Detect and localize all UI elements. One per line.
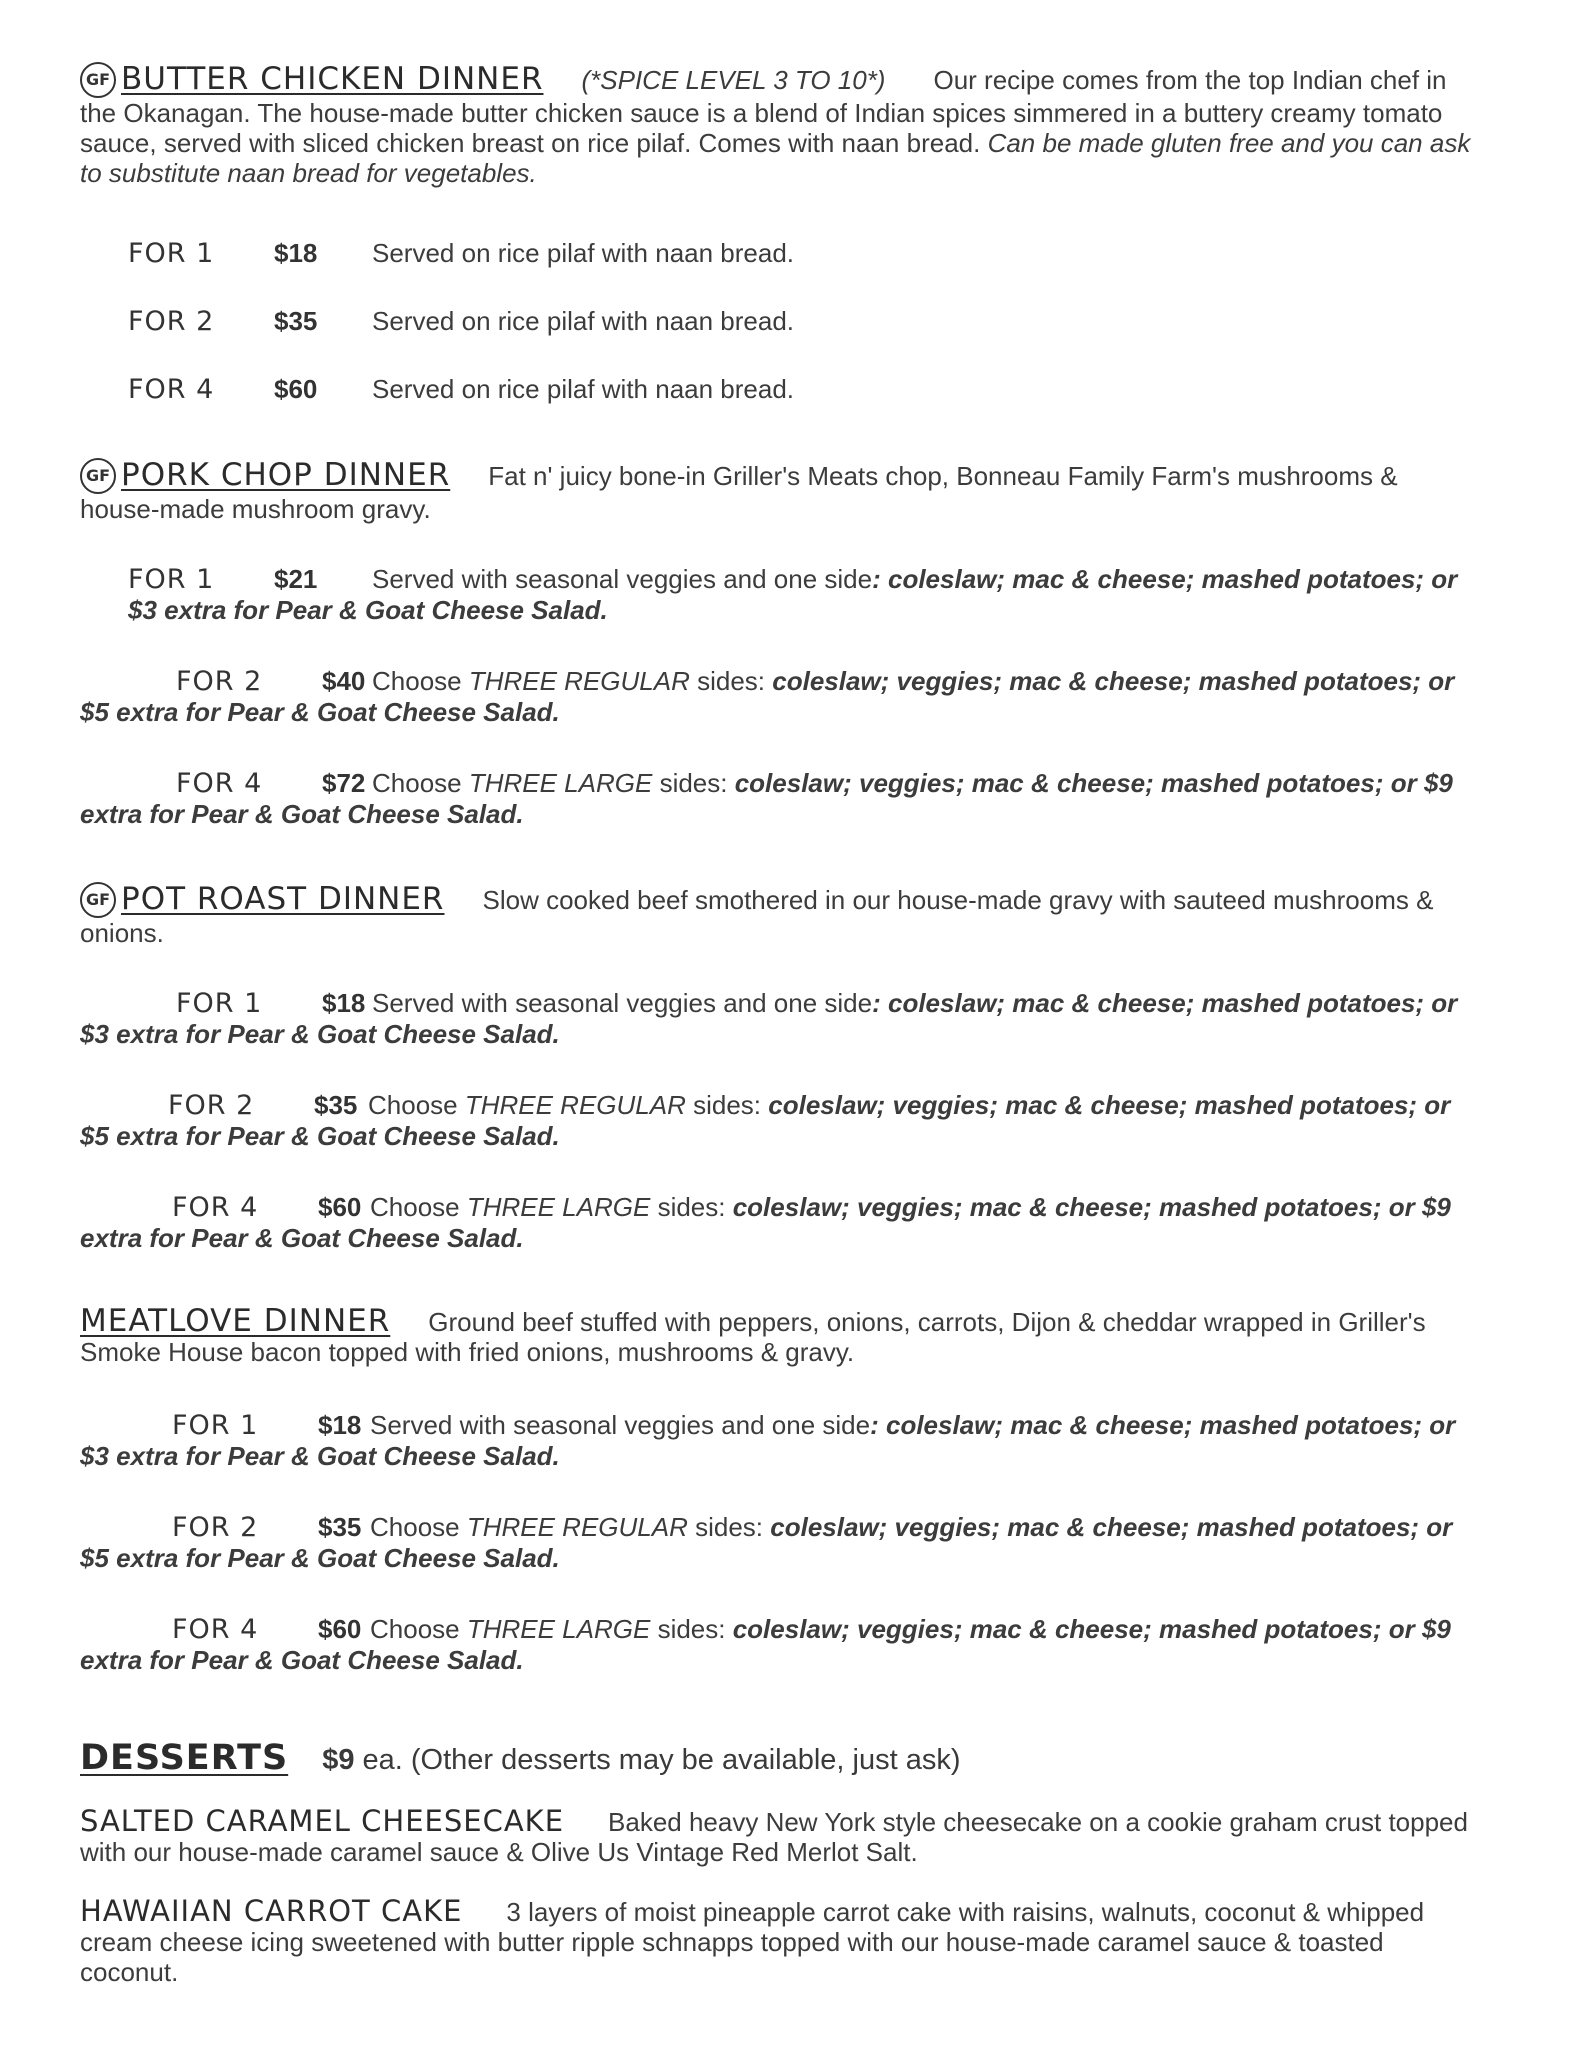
portion-sides: coleslaw; veggies; mac & cheese; mashed potatoes; or $9 extra for Pear & Goat Cheese Salad. (80, 1192, 1451, 1253)
dessert-note: ea. (Other desserts may be available, just ask) (354, 1744, 961, 1776)
dessert-price: $9 (322, 1744, 355, 1776)
portion-size-note: THREE LARGE (466, 1192, 651, 1222)
portion-text: Choose (368, 1090, 465, 1120)
portion-size-note: THREE LARGE (466, 1614, 651, 1644)
portion-sides-intro: sides: (687, 1512, 771, 1542)
pot-roast-title: POT ROAST DINNER (121, 881, 445, 917)
portion-price: $60 (274, 374, 318, 404)
portion-price: $72 (322, 768, 366, 798)
portion-label: FOR 1 (128, 238, 215, 269)
pot-roast-option-1 (80, 988, 1480, 1049)
meatlove-section (80, 1303, 1480, 1367)
portion-sides-intro: sides: (652, 768, 735, 798)
portion-price: $60 (318, 1192, 362, 1222)
portion-sides: coleslaw; veggies; mac & cheese; mashed potatoes; or $5 extra for Pear & Goat Cheese Salad. (80, 666, 1455, 727)
portion-size-note: THREE REGULAR (464, 1090, 686, 1120)
portion-label: FOR 2 (176, 666, 263, 697)
portion-size-note: THREE LARGE (468, 768, 653, 798)
pot-roast-option-2 (80, 1090, 1480, 1151)
portion-price: $18 (322, 988, 366, 1018)
portion-text: Served on rice pilaf with naan bread. (372, 374, 795, 404)
portion-price: $60 (318, 1614, 362, 1644)
portion-sides-intro: sides: (685, 1090, 769, 1120)
meatlove-option-4 (80, 1614, 1480, 1675)
meatlove-title: MEATLOVE DINNER (80, 1303, 391, 1339)
meatlove-option-2 (80, 1512, 1480, 1573)
portion-price: $18 (274, 238, 318, 268)
portion-price: $21 (274, 564, 318, 594)
pork-chop-section (80, 458, 1480, 524)
gluten-free-icon: GF (80, 62, 116, 98)
gluten-free-icon: GF (80, 882, 116, 918)
desserts-title: DESSERTS (80, 1738, 289, 1778)
portion-label: FOR 1 (176, 988, 263, 1019)
dessert-name: HAWAIIAN CARROT CAKE (80, 1894, 463, 1928)
butter-chicken-option-1 (128, 238, 1528, 269)
portion-text: Served with seasonal veggies and one side (372, 564, 873, 594)
pork-chop-option-4 (80, 768, 1480, 829)
portion-price: $18 (318, 1410, 362, 1440)
portion-text: Choose (370, 1192, 467, 1222)
butter-chicken-section (80, 62, 1480, 188)
portion-label: FOR 4 (172, 1614, 259, 1645)
desserts-header (80, 1738, 1480, 1778)
portion-sides: coleslaw; veggies; mac & cheese; mashed potatoes; or $9 extra for Pear & Goat Cheese Salad. (80, 768, 1453, 829)
portion-label: FOR 2 (168, 1090, 255, 1121)
meatlove-option-1 (80, 1410, 1480, 1471)
pot-roast-description: Slow cooked beef smothered in our house-made gravy with sauteed mushrooms & onions. (80, 885, 1434, 948)
portion-sides: : coleslaw; mac & cheese; mashed potatoes; or $3 extra for Pear & Goat Cheese Salad. (128, 564, 1458, 625)
portion-price: $40 (322, 666, 366, 696)
dessert-description: 3 layers of moist pineapple carrot cake with raisins, walnuts, coconut & whipped cream cheese icing sweetened with butter ripple schnapps topped with our house-made caramel sauce & toasted coconut. (80, 1897, 1425, 1987)
pork-chop-option-2 (80, 666, 1480, 727)
portion-label: FOR 4 (128, 374, 215, 405)
portion-size-note: THREE REGULAR (466, 1512, 688, 1542)
portion-sides-intro: sides: (650, 1614, 733, 1644)
pork-chop-option-1 (128, 564, 1480, 625)
portion-label: FOR 4 (172, 1192, 259, 1223)
portion-sides: coleslaw; veggies; mac & cheese; mashed potatoes; or $5 extra for Pear & Goat Cheese Salad. (80, 1090, 1451, 1151)
pot-roast-section (80, 882, 1480, 948)
pot-roast-option-4 (80, 1192, 1480, 1253)
dessert-name: SALTED CARAMEL CHEESECAKE (80, 1804, 565, 1838)
pork-chop-title: PORK CHOP DINNER (121, 457, 451, 493)
dessert-description: Baked heavy New York style cheesecake on a cookie graham crust topped with our house-made caramel sauce & Olive Us Vintage Red Merlot Salt. (80, 1807, 1468, 1867)
portion-label: FOR 2 (128, 306, 215, 337)
butter-chicken-gluten-note: Can be made gluten free and you can ask to substitute naan bread for vegetables. (80, 128, 1471, 188)
portion-text: Choose (372, 666, 469, 696)
portion-sides: coleslaw; veggies; mac & cheese; mashed potatoes; or $9 extra for Pear & Goat Cheese Salad. (80, 1614, 1451, 1675)
portion-text: Choose (372, 768, 469, 798)
portion-text: Served with seasonal veggies and one side (370, 1410, 871, 1440)
portion-text: Served with seasonal veggies and one side (372, 988, 873, 1018)
portion-price: $35 (314, 1090, 358, 1120)
portion-price: $35 (318, 1512, 362, 1542)
portion-sides-intro: sides: (650, 1192, 733, 1222)
portion-label: FOR 1 (172, 1410, 259, 1441)
butter-chicken-description: Our recipe comes from the top Indian chef in the Okanagan. The house-made butter chicken sauce is a blend of Indian spices simmered in a buttery creamy tomato sauce, served with sliced chicken breast on rice pilaf. Comes with naan bread. (80, 65, 1447, 158)
portion-text: Choose (370, 1614, 467, 1644)
spice-level-note: (*SPICE LEVEL 3 TO 10*) (581, 65, 886, 95)
portion-size-note: THREE REGULAR (468, 666, 690, 696)
dessert-item (80, 1896, 1480, 1987)
pork-chop-description: Fat n' juicy bone-in Griller's Meats chop, Bonneau Family Farm's mushrooms & house-made mushroom gravy. (80, 461, 1398, 524)
portion-text: Served on rice pilaf with naan bread. (372, 238, 795, 268)
portion-label: FOR 4 (176, 768, 263, 799)
portion-label: FOR 2 (172, 1512, 259, 1543)
portion-sides: : coleslaw; mac & cheese; mashed potatoes; or $3 extra for Pear & Goat Cheese Salad. (80, 988, 1458, 1049)
portion-label: FOR 1 (128, 564, 215, 595)
meatlove-description: Ground beef stuffed with peppers, onions, carrots, Dijon & cheddar wrapped in Griller's Smoke House bacon topped with fried onions, mushrooms & gravy. (80, 1307, 1426, 1367)
portion-sides-intro: sides: (689, 666, 773, 696)
butter-chicken-option-4 (128, 374, 1528, 405)
portion-text: Choose (370, 1512, 467, 1542)
portion-price: $35 (274, 306, 318, 336)
portion-sides: : coleslaw; mac & cheese; mashed potatoes; or $3 extra for Pear & Goat Cheese Salad. (80, 1410, 1456, 1471)
portion-text: Served on rice pilaf with naan bread. (372, 306, 795, 336)
portion-sides: coleslaw; veggies; mac & cheese; mashed potatoes; or $5 extra for Pear & Goat Cheese Salad. (80, 1512, 1453, 1573)
gluten-free-icon: GF (80, 458, 116, 494)
butter-chicken-title: BUTTER CHICKEN DINNER (121, 61, 544, 97)
dessert-item (80, 1806, 1480, 1867)
butter-chicken-option-2 (128, 306, 1528, 337)
